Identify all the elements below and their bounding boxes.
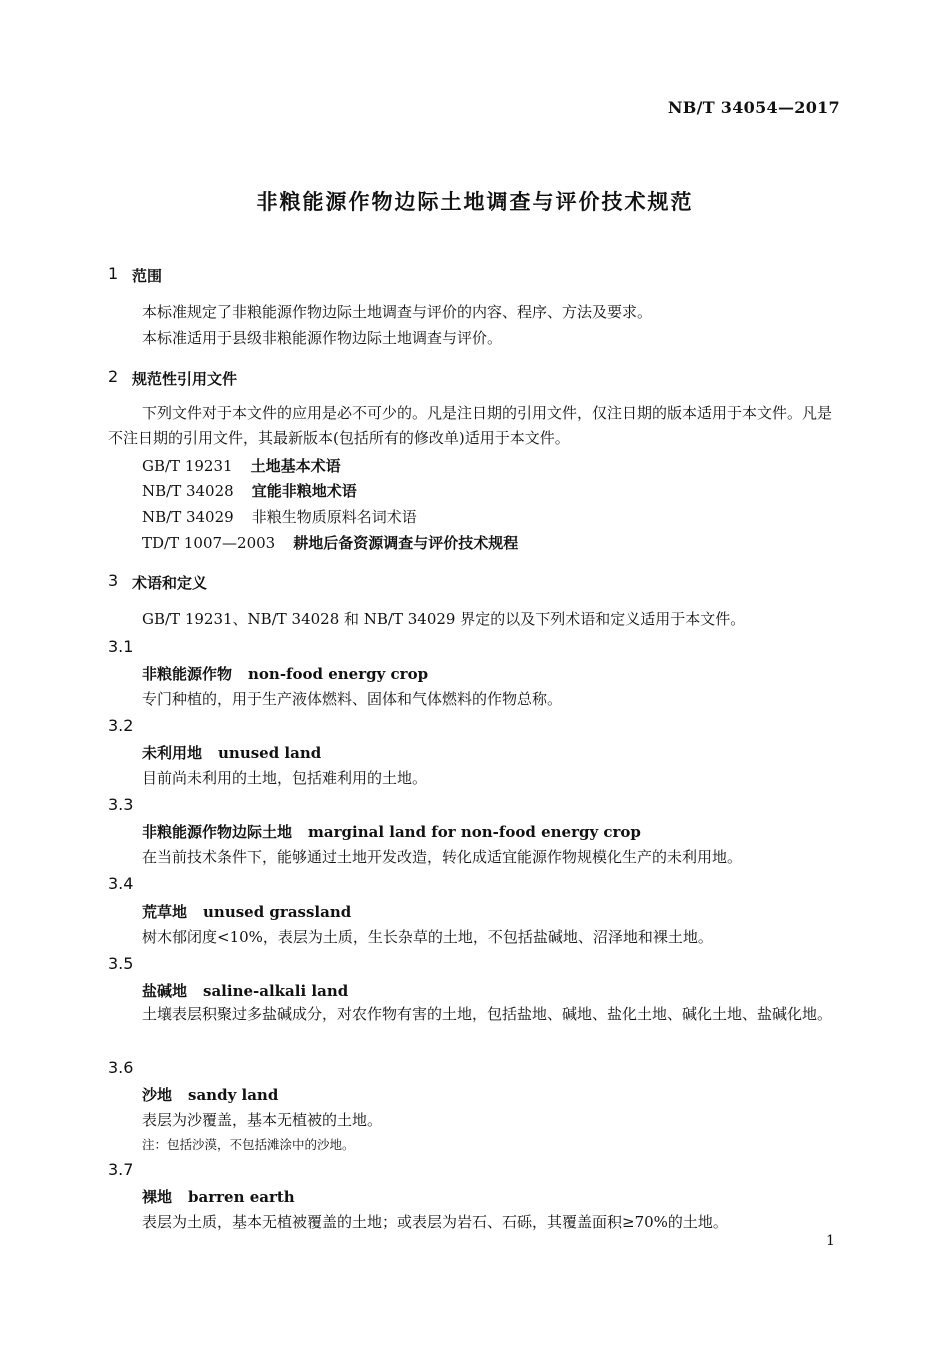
term-definition: 土壤表层积聚过多盐碱成分，对农作物有害的土地，包括盐地、碱地、盐化土地、碱化土地、盐碱化地。 (142, 1005, 833, 1023)
term-chinese: 沙地 (142, 1086, 173, 1104)
reference-title: 耕地后备资源调查与评价技术规程 (293, 534, 519, 552)
term-definition: 目前尚未利用的土地，包括难利用的土地。 (142, 769, 428, 787)
section-3-number: 3 (108, 571, 119, 590)
reference-title: 宜能非粮地术语 (251, 482, 357, 500)
reference-item (142, 480, 357, 501)
term-english: unused grassland (203, 903, 352, 921)
term-english: saline-alkali land (203, 982, 349, 1000)
section-1-paragraph-1: 本标准规定了非粮能源作物边际土地调查与评价的内容、程序、方法及要求。 (142, 303, 653, 321)
reference-code: TD/T 1007—2003 (142, 534, 276, 552)
term-heading (142, 1084, 278, 1105)
section-1-paragraph-2: 本标准适用于县级非粮能源作物边际土地调查与评价。 (142, 329, 503, 347)
term-english: barren earth (188, 1188, 295, 1206)
term-number: 3.4 (108, 874, 134, 893)
term-number: 3.2 (108, 716, 134, 735)
term-heading (142, 980, 348, 1001)
reference-title: 土地基本术语 (250, 457, 341, 475)
section-1-title: 范围 (132, 267, 163, 285)
section-1-number: 1 (108, 264, 119, 283)
reference-item (142, 455, 341, 476)
term-heading (142, 821, 641, 842)
term-heading (142, 1186, 295, 1207)
term-chinese: 非粮能源作物 (142, 665, 233, 683)
term-number: 3.3 (108, 795, 134, 814)
section-3-intro: GB/T 19231、NB/T 34028 和 NB/T 34029 界定的以及下列术语和定义适用于本文件。 (142, 610, 746, 628)
term-chinese: 盐碱地 (142, 982, 188, 1000)
section-2-title: 规范性引用文件 (132, 370, 238, 388)
term-definition: 表层为土质，基本无植被覆盖的土地；或表层为岩石、石砾，其覆盖面积≥70%的土地。 (142, 1213, 728, 1231)
reference-item (142, 506, 417, 527)
term-heading (142, 901, 351, 922)
section-3-title: 术语和定义 (132, 574, 208, 592)
section-2-number: 2 (108, 367, 119, 386)
standard-code: NB/T 34054—2017 (667, 98, 840, 117)
section-2-intro: 下列文件对于本文件的应用是必不可少的。凡是注日期的引用文件，仅注日期的版本适用于本文件。凡是不注日期的引用文件，其最新版本(包括所有的修改单)适用于本文件。 (108, 404, 833, 447)
term-english: unused land (218, 744, 322, 762)
page-number: 1 (826, 1233, 835, 1249)
reference-code: NB/T 34029 (142, 508, 234, 526)
term-number: 3.5 (108, 954, 134, 973)
term-english: marginal land for non-food energy crop (308, 823, 641, 841)
term-definition: 树木郁闭度<10%，表层为土质，生长杂草的土地，不包括盐碱地、沼泽地和裸土地。 (142, 928, 713, 946)
term-note: 注：包括沙漠，不包括滩涂中的沙地。 (142, 1137, 355, 1152)
term-number: 3.1 (108, 637, 134, 656)
document-title: 非粮能源作物边际土地调查与评价技术规范 (256, 190, 694, 214)
term-chinese: 裸地 (142, 1188, 173, 1206)
term-chinese: 未利用地 (142, 744, 203, 762)
term-english: sandy land (188, 1086, 279, 1104)
reference-item (142, 532, 518, 553)
term-chinese: 非粮能源作物边际土地 (142, 823, 293, 841)
term-definition: 在当前技术条件下，能够通过土地开发改造，转化成适宜能源作物规模化生产的未利用地。 (142, 848, 743, 866)
reference-code: GB/T 19231 (142, 457, 233, 475)
reference-code: NB/T 34028 (142, 482, 234, 500)
term-english: non-food energy crop (248, 665, 429, 683)
term-number: 3.6 (108, 1058, 134, 1077)
term-definition: 表层为沙覆盖，基本无植被的土地。 (142, 1111, 383, 1129)
term-number: 3.7 (108, 1160, 134, 1179)
term-heading (142, 663, 428, 684)
reference-title: 非粮生物质原料名词术语 (251, 508, 417, 526)
term-chinese: 荒草地 (142, 903, 188, 921)
term-definition: 专门种植的，用于生产液体燃料、固体和气体燃料的作物总称。 (142, 690, 563, 708)
term-heading (142, 742, 321, 763)
